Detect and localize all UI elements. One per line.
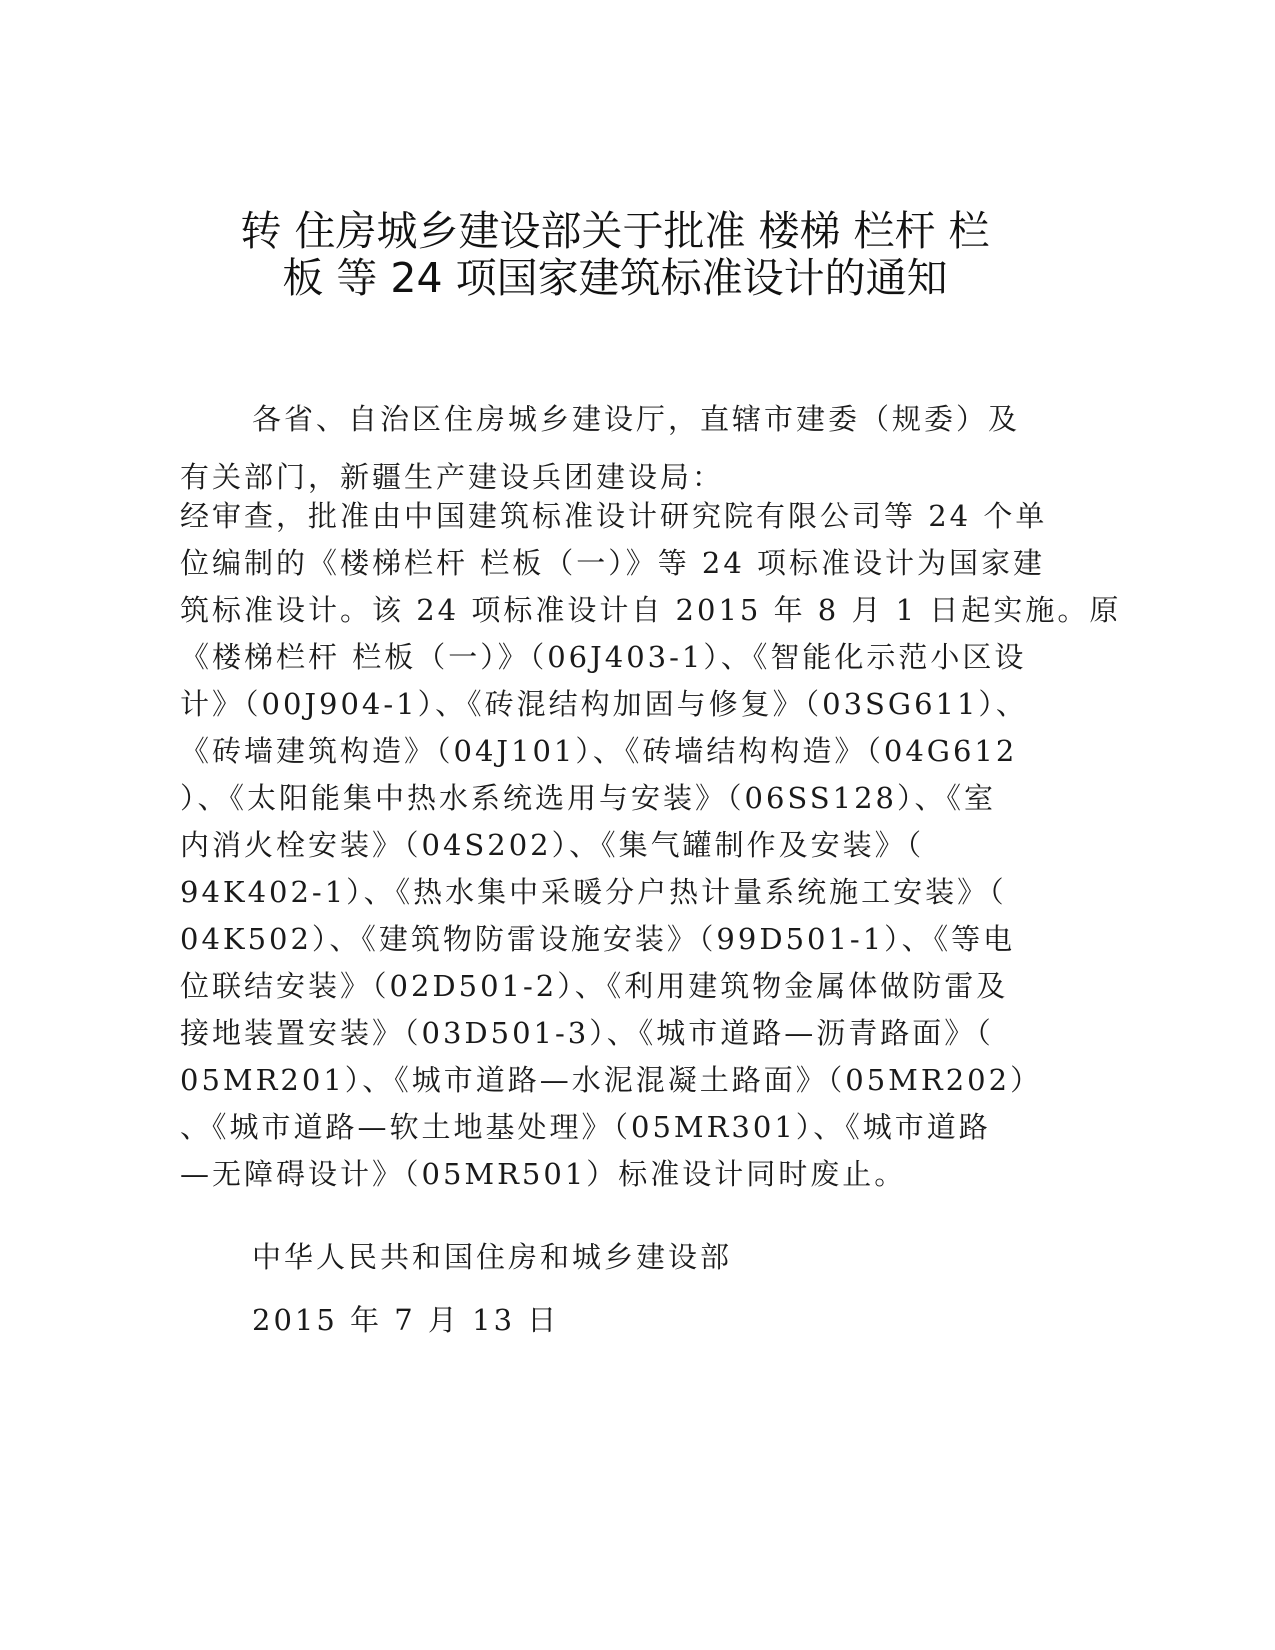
- salutation-line: 各省、自治区住房城乡建设厅，直辖市建委（规委）及: [252, 402, 1021, 436]
- body-line: 04K502）、《建筑物防雷设施安装》（99D501-1）、《等电: [180, 922, 1016, 956]
- salutation-line: 有关部门，新疆生产建设兵团建设局：: [180, 460, 725, 494]
- issue-date: 2015 年 7 月 13 日: [252, 1303, 560, 1337]
- body-line: 05MR201）、《城市道路—水泥混凝土路面》（05MR202）: [180, 1063, 1043, 1097]
- body-line: 《楼梯栏杆 栏板（一）》（06J403-1）、《智能化示范小区设: [180, 640, 1027, 674]
- body-line: 筑标准设计。该 24 项标准设计自 2015 年 8 月 1 日起实施。原: [180, 593, 1122, 627]
- body-line: 计》（00J904-1）、《砖混结构加固与修复》（03SG611）、: [180, 687, 1028, 721]
- body-line: 、《城市道路—软土地基处理》（05MR301）、《城市道路: [180, 1110, 991, 1144]
- body-line: 接地装置安装》（03D501-3）、《城市道路—沥青路面》（: [180, 1016, 994, 1050]
- body-paragraph: [180, 493, 1122, 1198]
- document-title: [190, 208, 1040, 302]
- salutation: [180, 390, 1040, 506]
- body-line: 位编制的《楼梯栏杆 栏板（一）》等 24 项标准设计为国家建: [180, 546, 1046, 580]
- body-line: 位联结安装》（02D501-2）、《利用建筑物金属体做防雷及: [180, 969, 1009, 1003]
- body-line: 内消火栓安装》（04S202）、《集气罐制作及安装》（: [180, 828, 925, 862]
- body-line: —无障碍设计》（05MR501）标准设计同时废止。: [180, 1157, 907, 1191]
- title-line: 板 等 24 项国家建筑标准设计的通知: [282, 254, 948, 302]
- body-line: 94K402-1）、《热水集中采暖分户热计量系统施工安装》（: [180, 875, 1007, 909]
- body-line: 经审查，批准由中国建筑标准设计研究院有限公司等 24 个单: [180, 499, 1048, 533]
- body-line: ）、《太阳能集中热水系统选用与安装》（06SS128）、《室: [180, 781, 996, 815]
- title-line: 转 住房城乡建设部关于批准 楼梯 栏杆 栏: [240, 207, 990, 255]
- body-line: 《砖墙建筑构造》（04J101）、《砖墙结构构造》（04G612: [180, 734, 1018, 768]
- issuer-signature: 中华人民共和国住房和城乡建设部: [252, 1240, 733, 1274]
